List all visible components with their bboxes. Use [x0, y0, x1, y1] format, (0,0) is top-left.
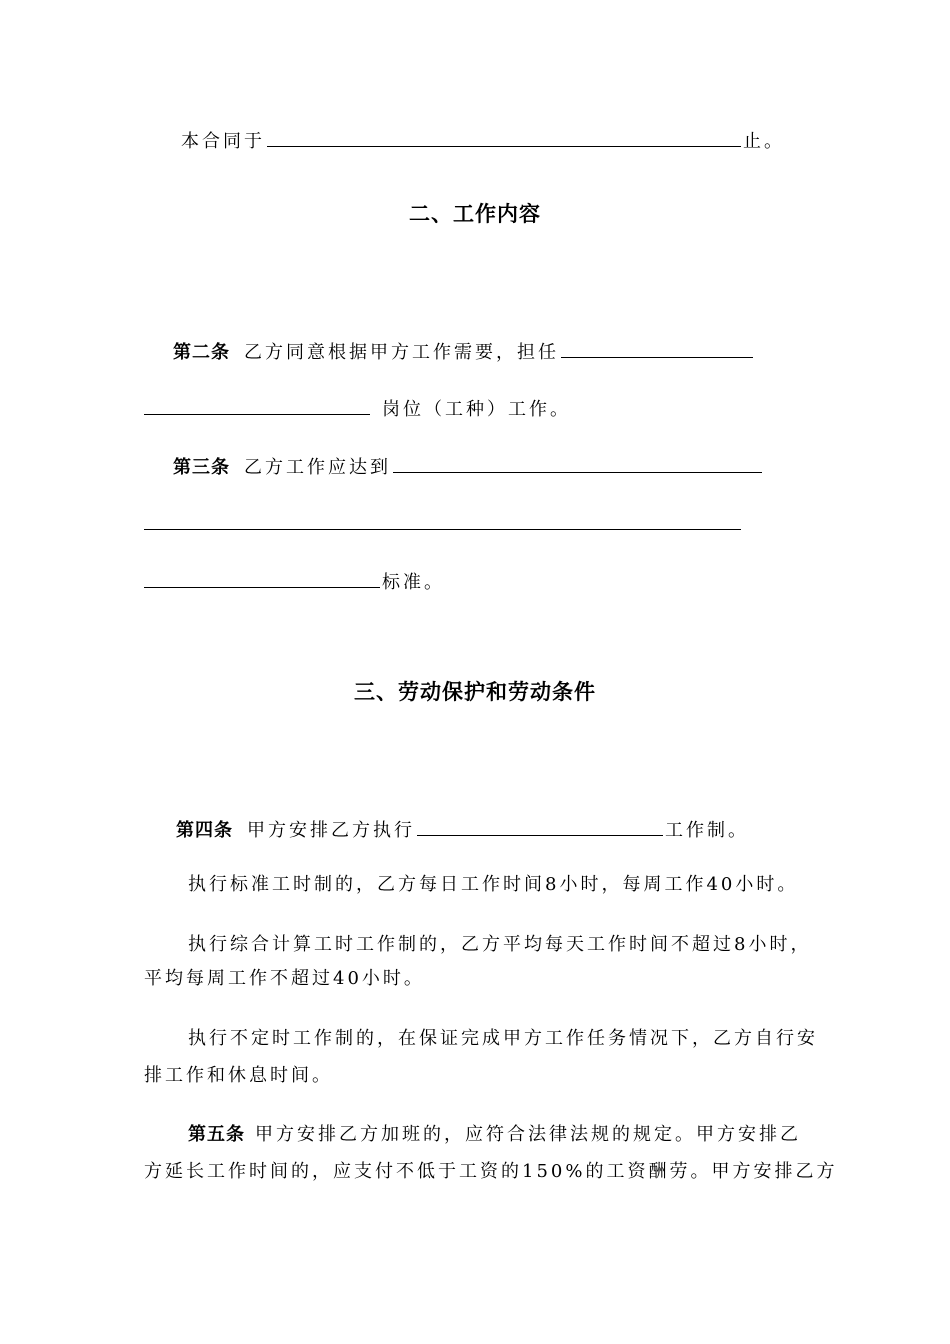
comprehensive-hours-line2: 平均每周工作不超过40小时。: [144, 968, 425, 989]
contract-term-prefix: 本合同于: [181, 131, 265, 152]
article-2-position-blank[interactable]: [561, 337, 753, 358]
article-5-line1: [188, 1123, 801, 1147]
article-3-line: [173, 452, 764, 480]
article-2-text: 乙方同意根据甲方工作需要，担任: [244, 342, 559, 363]
article-2-continuation-line: [144, 394, 571, 422]
article-2-position-blank-cont[interactable]: [144, 394, 370, 415]
article-3-end-line: [144, 567, 445, 595]
article-5-line2: 方延长工作时间的，应支付不低于工资的150%的工资酬劳。甲方安排乙方: [144, 1161, 838, 1182]
article-3-text: 乙方工作应达到: [244, 457, 391, 478]
contract-term-suffix: 止。: [743, 131, 785, 152]
contract-term-line: [181, 126, 785, 154]
comprehensive-hours-line1: 执行综合计算工时工作制的，乙方平均每天工作时间不超过8小时，: [188, 934, 812, 955]
article-3-label: 第三条: [173, 457, 230, 478]
article-5-label: 第五条: [188, 1124, 245, 1145]
article-4-text: 甲方安排乙方执行: [247, 820, 415, 841]
article-2-line: [173, 337, 755, 365]
article-4-label: 第四条: [176, 820, 233, 841]
flexible-hours-line2: 排工作和休息时间。: [144, 1065, 333, 1086]
article-4-line: [176, 815, 749, 843]
article-2-label: 第二条: [173, 342, 230, 363]
article-3-standard-blank-line3[interactable]: [144, 567, 380, 588]
article-3-standard-blank-line2[interactable]: [144, 529, 741, 530]
flexible-hours-line1: 执行不定时工作制的，在保证完成甲方工作任务情况下，乙方自行安: [188, 1028, 818, 1049]
standard-hours-paragraph: 执行标准工时制的，乙方每日工作时间8小时，每周工作40小时。: [188, 874, 799, 895]
article-4-suffix: 工作制。: [665, 820, 749, 841]
section-three-heading: 三、劳动保护和劳动条件: [354, 680, 596, 704]
article-2-continuation: 岗位（工种）工作。: [382, 399, 571, 420]
article-3-standard-blank[interactable]: [393, 452, 762, 473]
article-4-hours-system-blank[interactable]: [417, 815, 663, 836]
article-3-end-text: 标准。: [382, 572, 445, 593]
section-two-heading: 二、工作内容: [409, 202, 541, 226]
article-5-text-line1: 甲方安排乙方加班的，应符合法律法规的规定。甲方安排乙: [255, 1124, 801, 1145]
contract-end-date-blank[interactable]: [267, 126, 741, 147]
